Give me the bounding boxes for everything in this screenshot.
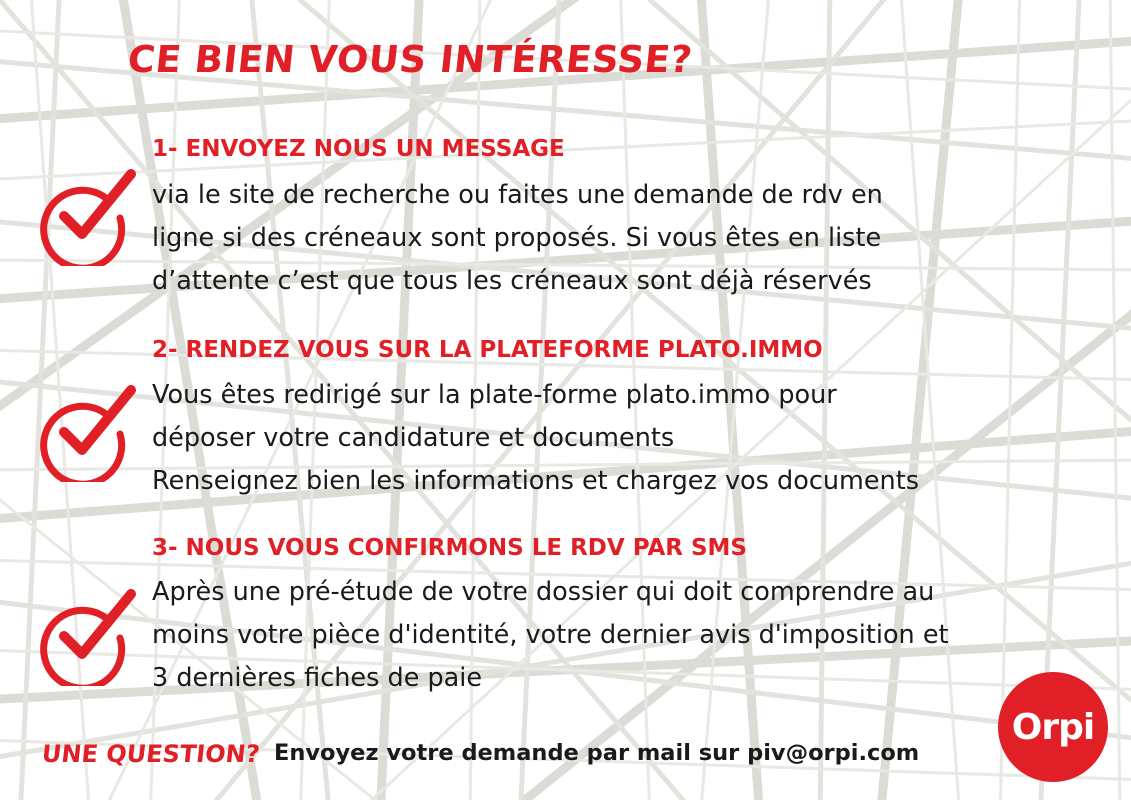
page-title: CE BIEN VOUS INTÉRESSE?: [125, 38, 695, 81]
step-2-line: Renseignez bien les informations et chargez vos documents: [152, 466, 919, 496]
step-2-description: [152, 374, 1112, 503]
step-3-description: [152, 571, 1112, 700]
checkmark-circle-icon: [36, 382, 136, 482]
footer-contact-text: Envoyez votre demande par mail sur piv@orpi.com: [274, 740, 920, 766]
checkmark-circle-icon: [36, 586, 136, 686]
step-1-line: d’attente c’est que tous les créneaux sont déjà réservés: [152, 266, 872, 296]
step-1-description: [152, 174, 1112, 303]
step-2-line: Vous êtes redirigé sur la plate-forme plato.immo pour: [152, 380, 837, 410]
step-1-heading: 1- ENVOYEZ NOUS UN MESSAGE: [152, 136, 565, 162]
orpi-logo-icon: [998, 672, 1108, 782]
step-1-line: ligne si des créneaux sont proposés. Si vous êtes en liste: [152, 223, 882, 253]
logo-text: Orpi: [1011, 706, 1095, 748]
step-2-line: déposer votre candidature et documents: [152, 423, 675, 453]
step-3-heading: 3- NOUS VOUS CONFIRMONS LE RDV PAR SMS: [152, 535, 747, 561]
step-2-heading: 2- RENDEZ VOUS SUR LA PLATEFORME PLATO.IMMO: [152, 337, 823, 363]
step-3-line: 3 dernières fiches de paie: [152, 663, 483, 693]
checkmark-circle-icon: [36, 166, 136, 266]
step-1-line: via le site de recherche ou faites une demande de rdv en: [152, 180, 883, 210]
step-3-line: Après une pré-étude de votre dossier qui doit comprendre au: [152, 577, 935, 607]
footer-question: UNE QUESTION?: [40, 740, 262, 768]
step-3-line: moins votre pièce d'identité, votre dernier avis d'imposition et: [152, 620, 949, 650]
